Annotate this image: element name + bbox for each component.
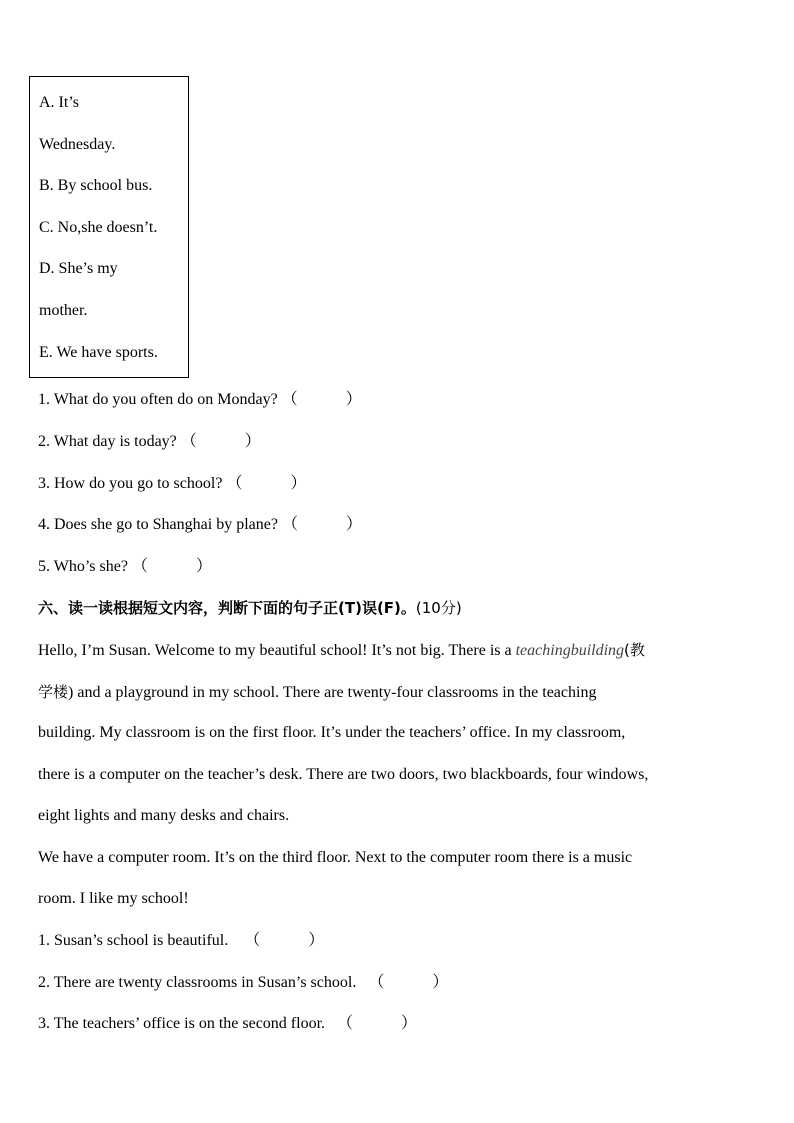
question-text: 3. The teachers’ office is on the second floor.	[38, 1015, 326, 1032]
answer-blank[interactable]: （ ）	[226, 475, 307, 492]
question-1-4	[38, 515, 362, 535]
option-d-line2: mother.	[39, 302, 88, 319]
answer-blank[interactable]: （ ）	[180, 433, 261, 450]
question-1-3	[38, 474, 306, 494]
question-text: 2. What day is today?	[38, 433, 177, 450]
question-text: 2. There are twenty classrooms in Susan’s school.	[38, 974, 357, 991]
question-text: 4. Does she go to Shanghai by plane?	[38, 516, 278, 533]
answer-blank[interactable]: （ ）	[281, 391, 362, 408]
question-text: 3. How do you go to school?	[38, 475, 223, 492]
question-text: 1. What do you often do on Monday?	[38, 391, 278, 408]
answer-blank[interactable]: （ ）	[368, 974, 449, 991]
italic-term: teachingbuilding	[515, 642, 625, 659]
option-d-line1: D. She’s my	[39, 260, 118, 277]
passage-line-4: there is a computer on the teacher’s desk. There are two doors, two blackboards, four windows,	[38, 766, 649, 783]
question-text: 5. Who’s she?	[38, 558, 128, 575]
options-box	[29, 76, 189, 378]
answer-blank[interactable]: （ ）	[131, 558, 212, 575]
section-title: 六、读一读根据短文内容，判断下面的句子正(T)误(F)。	[38, 599, 416, 617]
passage-line-7: room. I like my school!	[38, 890, 189, 907]
answer-blank[interactable]: （ ）	[281, 516, 362, 533]
passage-line-1: Hello, I’m Susan. Welcome to my beautiful school! It’s not big. There is a teachingbuilding(教	[38, 641, 645, 659]
question-1-2	[38, 432, 261, 452]
question-2-3	[38, 1014, 417, 1034]
option-c: C. No,she doesn’t.	[39, 219, 158, 236]
section-6-heading	[38, 598, 462, 618]
option-b: B. By school bus.	[39, 177, 153, 194]
section-score: (10分)	[415, 599, 462, 617]
passage-line-3: building. My classroom is on the first floor. It’s under the teachers’ office. In my classroom,	[38, 724, 626, 741]
answer-blank[interactable]: （ ）	[244, 932, 325, 949]
question-1-1	[38, 390, 362, 410]
option-a-line2: Wednesday.	[39, 136, 116, 153]
passage-line-5: eight lights and many desks and chairs.	[38, 807, 290, 824]
passage-line-6: We have a computer room. It’s on the third floor. Next to the computer room there is a music	[38, 849, 633, 866]
passage-line-2: 学楼) and a playground in my school. There are twenty-four classrooms in the teaching	[38, 683, 597, 701]
question-1-5	[38, 557, 212, 577]
option-a-line1: A. It’s	[39, 94, 79, 111]
question-text: 1. Susan’s school is beautiful.	[38, 932, 229, 949]
question-2-1	[38, 931, 324, 951]
question-2-2	[38, 973, 448, 993]
answer-blank[interactable]: （ ）	[337, 1015, 418, 1032]
option-e: E. We have sports.	[39, 344, 158, 361]
